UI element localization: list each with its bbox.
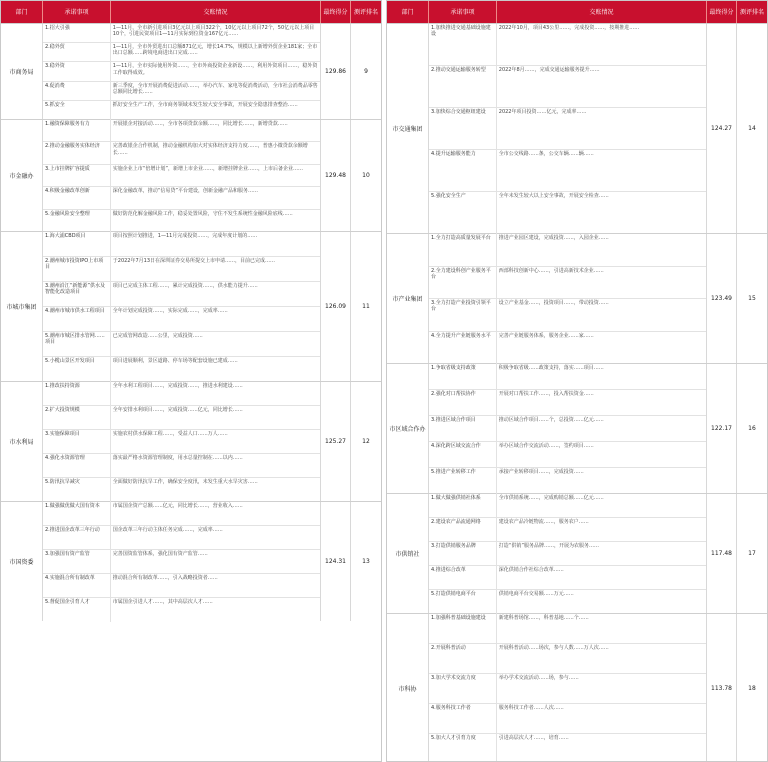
dept-group xyxy=(1,23,381,119)
dept-name: 市区域合作办 xyxy=(387,364,429,493)
status-text: 推进产业园区建设，完成投资……，入园企业…… xyxy=(498,235,609,241)
table-body xyxy=(387,23,767,762)
dept-group xyxy=(387,23,767,233)
header-dept: 部门 xyxy=(387,1,429,23)
commitment-item: 5.抓安全 xyxy=(43,101,111,120)
status-text: 2022年10月，项目43公里……，完成投资……，按期推进…… xyxy=(498,25,640,31)
table-row xyxy=(429,442,706,468)
final-score: 123.49 xyxy=(707,234,737,363)
table-row xyxy=(43,142,320,164)
final-score: 129.48 xyxy=(321,120,351,231)
table-row xyxy=(429,234,706,267)
status-text: 完善国资监管体系，强化国有资产监管…… xyxy=(112,551,208,557)
status-text: 1—11月，全市新引进项目3亿元以上项目322个，10亿元以上项目72个，50亿元以上项目10个，引进民资项目1—11月实际到位资金167亿元…… xyxy=(112,25,315,38)
table-row xyxy=(43,502,320,526)
table-row xyxy=(43,454,320,478)
status-text: 完善政银企合作机制，推动金融机构加大对实体经济支持力度……，普惠小微贷款余额增长…… xyxy=(112,143,308,156)
commitment-item: 3.实施保障项目 xyxy=(43,430,111,453)
commitment-item: 2.推动金融服务实体经济 xyxy=(43,142,111,163)
commitment-item: 5.推进产业转移工作 xyxy=(429,468,497,494)
header-rank: 测评排名 xyxy=(353,8,378,16)
table-row xyxy=(429,192,706,234)
final-score: 126.09 xyxy=(321,232,351,381)
header-rank: 测评排名 xyxy=(739,8,764,16)
table-row xyxy=(43,406,320,430)
table-row xyxy=(429,108,706,150)
commitment-item: 5.打造供销电商平台 xyxy=(429,590,497,614)
item-rows xyxy=(429,234,707,363)
table-header xyxy=(1,1,381,23)
commitment-item: 1.做强做优做大国有资本 xyxy=(43,502,111,525)
dept-group xyxy=(387,493,767,613)
commitment-item: 4.提升运输服务能力 xyxy=(429,150,497,191)
table-row xyxy=(43,43,320,62)
final-score: 129.86 xyxy=(321,24,351,119)
status-text: 深化金融改革，推动“信易贷”平台建设，创新金融产品和服务…… xyxy=(112,188,258,195)
final-score: 125.27 xyxy=(321,382,351,501)
status-text: 落实最严格水资源管理制度，用水总量控制在……以内…… xyxy=(112,455,243,461)
status-text: 新三季度，全市开展消费促进活动……，举办汽车、家电等促消费活动，全市社会消费品零售总额同比增长…… xyxy=(112,82,318,95)
commitment-item: 2.推动交通运输服务转型 xyxy=(429,66,497,107)
table-row xyxy=(429,566,706,590)
table-row xyxy=(43,232,320,257)
commitment-item: 1.加快推进交通基础设施建设 xyxy=(429,24,497,65)
header-score: 最终得分 xyxy=(707,1,737,23)
commitment-item: 2.稳外贸 xyxy=(43,43,111,61)
commitment-item: 2.潮州城市投资IPO上市项目 xyxy=(43,257,111,281)
commitment-item: 3.推进区域合作项目 xyxy=(429,416,497,441)
table-row xyxy=(429,24,706,66)
commitment-item: 1.海大浦CBD项目 xyxy=(43,232,111,256)
commitment-item: 5.督促国企引育人才 xyxy=(43,598,111,622)
table-row xyxy=(429,150,706,192)
table-row xyxy=(43,382,320,406)
commitment-item: 5.潮州市城区排水管网……项目 xyxy=(43,332,111,356)
dept-group xyxy=(1,231,381,381)
commitment-item: 4.推进综合改革 xyxy=(429,566,497,589)
item-rows xyxy=(43,232,321,381)
commitment-item: 5.加大人才引育力度 xyxy=(429,734,497,762)
commitment-item: 4.积极金融改革创新 xyxy=(43,187,111,208)
header-status: 交账情况 xyxy=(111,1,321,23)
table-row xyxy=(43,62,320,81)
dept-group xyxy=(387,363,767,493)
table-row xyxy=(429,494,706,518)
table-row xyxy=(429,332,706,365)
status-text: 全年未发生较大以上安全事故，开展安全检查…… xyxy=(498,193,609,199)
item-rows xyxy=(429,494,707,613)
final-score: 117.48 xyxy=(707,494,737,613)
table-row xyxy=(43,101,320,120)
status-text: 实施企业上市“倍增计划”，新增上市企业……，新增挂牌企业……，上市后备企业…… xyxy=(112,165,303,172)
status-text: 2022年项目投资……亿元，完成率…… xyxy=(498,109,587,115)
table-row xyxy=(429,518,706,542)
status-text: 开展对口帮扶工作……，投入帮扶资金…… xyxy=(498,391,594,397)
table-row xyxy=(429,267,706,300)
status-text: 全年水利工程项目……，完成投资……，推进水利建设…… xyxy=(112,383,243,389)
status-text: 项目已完成主体工程……，累计完成投资……，供水能力提升…… xyxy=(112,283,258,289)
table-row xyxy=(429,614,706,644)
status-text: 引进高层次人才……，培育…… xyxy=(498,735,569,741)
status-text: 推动区域合作项目……个，总投资……亿元…… xyxy=(498,417,604,423)
commitment-item: 4.促消费 xyxy=(43,82,111,100)
commitment-item: 3.稳外资 xyxy=(43,62,111,80)
table-row xyxy=(43,187,320,209)
commitment-item: 5.小榄山景区开发项目 xyxy=(43,357,111,382)
table-row xyxy=(43,550,320,574)
right-table xyxy=(386,0,768,762)
commitment-item: 3.全力打造产业投资引领平台 xyxy=(429,299,497,331)
table-row xyxy=(43,307,320,332)
status-text: 国企改革三年行动主体任务完成……，完成率…… xyxy=(112,527,223,533)
status-text: 全面做好防汛抗旱工作，确保安全度汛，未发生重大水旱灾害…… xyxy=(112,479,258,485)
commitment-item: 1.全力打造高质量发展平台 xyxy=(429,234,497,266)
status-text: 开展科普活动……场次，参与人数……万人次…… xyxy=(498,645,609,651)
status-text: 实施农村供水保障工程……，受益人口……万人…… xyxy=(112,431,228,437)
commitment-item: 3.加强国有资产监管 xyxy=(43,550,111,573)
commitment-item: 2.扩大投资规模 xyxy=(43,406,111,429)
item-rows xyxy=(429,614,707,762)
status-text: 已完成管网改造……公里，完成投资…… xyxy=(112,333,203,339)
commitment-item: 4.服务科技工作者 xyxy=(429,704,497,733)
header-dept: 部门 xyxy=(1,1,43,23)
status-text: 全年安排水利项目……，完成投资……亿元，同比增长…… xyxy=(112,407,243,413)
table-row xyxy=(43,598,320,622)
header-item: 承诺事项 xyxy=(43,1,111,23)
dept-name: 市国资委 xyxy=(1,502,43,621)
table-row xyxy=(43,357,320,382)
status-text: 西部科技创新中心……，引进高新技术企业…… xyxy=(498,267,604,274)
dept-group xyxy=(1,119,381,231)
dept-name: 市科协 xyxy=(387,614,429,762)
status-text: 全市供销系统……，完成购销总额……亿元…… xyxy=(498,495,604,501)
dept-group xyxy=(1,381,381,501)
table-row xyxy=(43,210,320,232)
status-text: 服务科技工作者……人次…… xyxy=(498,705,564,711)
status-text: 1—11月，全市外贸进出口总额871亿元，增长14.7%，规模以上新增外贸企业181家；全市出口总额……跨境电商进出口完成…… xyxy=(112,44,318,57)
commitment-item: 4.实施混合所有制改革 xyxy=(43,574,111,597)
status-text: 建设农产品冷链物流……，服务农户…… xyxy=(498,519,589,525)
commitment-item: 3.打造供销服务品牌 xyxy=(429,542,497,565)
status-text: 2022年8月……，完成交通运输服务提升…… xyxy=(498,67,600,73)
commitment-item: 3.潮州沿江“新能源”供水及智能化改造项目 xyxy=(43,282,111,306)
rank: 14 xyxy=(748,125,756,132)
commitment-item: 1.加强科普基础设施建设 xyxy=(429,614,497,643)
rank: 15 xyxy=(748,295,756,302)
table-row xyxy=(429,644,706,674)
dept-name: 市供销社 xyxy=(387,494,429,613)
dept-name: 市产业集团 xyxy=(387,234,429,363)
dept-name: 市商务局 xyxy=(1,24,43,119)
commitment-item: 5.防汛抗旱减灾 xyxy=(43,478,111,502)
table-row xyxy=(429,590,706,614)
table-row xyxy=(429,66,706,108)
item-rows xyxy=(43,24,321,119)
rank: 13 xyxy=(362,558,370,565)
dept-name: 市金融办 xyxy=(1,120,43,231)
table-row xyxy=(43,478,320,502)
table-row xyxy=(429,674,706,704)
item-rows xyxy=(429,24,707,233)
dept-name: 市城市集团 xyxy=(1,232,43,381)
commitment-item: 2.推进国企改革三年行动 xyxy=(43,526,111,549)
rank: 11 xyxy=(362,303,370,310)
dept-group xyxy=(387,233,767,363)
status-text: 做好防范化解金融风险工作，稳妥处置风险，守住不发生系统性金融风险底线…… xyxy=(112,210,293,217)
table-row xyxy=(429,390,706,416)
final-score: 113.78 xyxy=(707,614,737,762)
status-text: 完善产业链服务体系，服务企业……家…… xyxy=(498,332,594,339)
commitment-item: 2.全力建设科创产业服务平台 xyxy=(429,267,497,299)
status-text: 积极争取省级……政策支持，落实……项目…… xyxy=(498,365,604,371)
status-text: 打造“供销”服务品牌……，开展为农服务…… xyxy=(498,543,599,549)
item-rows xyxy=(43,120,321,231)
commitment-item: 4.潮州市城市供水工程项目 xyxy=(43,307,111,331)
rank: 18 xyxy=(748,685,756,692)
header-status: 交账情况 xyxy=(497,1,707,23)
status-text: 抓好安全生产工作，全市商务领域未发生较大安全事故，开展安全隐患排查整治…… xyxy=(112,101,298,108)
status-text: 全市公交线路……条，公交车辆……辆…… xyxy=(498,151,594,157)
commitment-item: 1.融资保障服务有力 xyxy=(43,120,111,141)
table-row xyxy=(43,120,320,142)
commitment-item: 3.加大学术交流力度 xyxy=(429,674,497,703)
table-row xyxy=(43,332,320,357)
status-text: 项目按照计划推进，1—11月完成投资……，完成年度计划的…… xyxy=(112,233,258,239)
rank: 12 xyxy=(362,438,370,445)
final-score: 124.31 xyxy=(321,502,351,621)
status-text: 深化供销合作社综合改革…… xyxy=(498,567,564,573)
commitment-item: 2.开展科普活动 xyxy=(429,644,497,673)
table-row xyxy=(43,24,320,43)
dept-name: 市交通集团 xyxy=(387,24,429,233)
header-score: 最终得分 xyxy=(321,1,351,23)
commitment-item: 1.争取省级支持政策 xyxy=(429,364,497,389)
rank: 9 xyxy=(364,68,368,75)
status-text: 承接产业转移项目……，完成投资…… xyxy=(498,469,584,475)
rank: 17 xyxy=(748,550,756,557)
table-body xyxy=(1,23,381,621)
left-table xyxy=(0,0,382,762)
commitment-item: 5.强化安全生产 xyxy=(429,192,497,234)
status-text: 市属国企资产总额……亿元，同比增长……，营业收入…… xyxy=(112,503,243,509)
rank: 16 xyxy=(748,425,756,432)
commitment-item: 4.全力提升产业链服务水平 xyxy=(429,332,497,365)
commitment-item: 5.金融风险安全整理 xyxy=(43,210,111,232)
commitment-item: 4.深化跨区域交流合作 xyxy=(429,442,497,467)
status-text: 开展银企对接活动……，全市各项贷款余额……，同比增长……，新增贷款…… xyxy=(112,121,288,127)
status-text: 新建科普场馆……，科普基地……个…… xyxy=(498,615,589,621)
final-score: 122.17 xyxy=(707,364,737,493)
table-header xyxy=(387,1,767,23)
table-row xyxy=(429,416,706,442)
table-row xyxy=(429,734,706,762)
item-rows xyxy=(429,364,707,493)
commitment-item: 3.上市挂牌扩容提质 xyxy=(43,165,111,186)
header-item: 承诺事项 xyxy=(429,1,497,23)
status-text: 设立产业基金……，投资项目……，带动投资…… xyxy=(498,300,609,306)
item-rows xyxy=(43,382,321,501)
rank: 10 xyxy=(362,172,370,179)
commitment-item: 1.推改扶持资源 xyxy=(43,382,111,405)
table-row xyxy=(429,299,706,332)
status-text: 1—11月，全市实际使用外资……，全市外商投资企业新设……，利用外资项目……，稳外资工作取得成效。 xyxy=(112,63,318,76)
status-text: 项目进展顺利，景区道路、停车场等配套设施已建成…… xyxy=(112,358,238,364)
status-text: 推动混合所有制改革……，引入战略投资者…… xyxy=(112,575,218,581)
commitment-item: 4.强化水资源管理 xyxy=(43,454,111,477)
status-text: 全年计划完成投资……，实际完成……，完成率…… xyxy=(112,308,228,314)
commitment-item: 2.建设农产品流通网络 xyxy=(429,518,497,541)
commitment-item: 2.强化对口帮扶协作 xyxy=(429,390,497,415)
table-row xyxy=(43,430,320,454)
table-row xyxy=(429,704,706,734)
status-text: 举办学术交流活动……场，参与…… xyxy=(498,675,579,681)
table-row xyxy=(43,257,320,282)
table-row xyxy=(429,468,706,494)
table-row xyxy=(429,542,706,566)
status-text: 市属国企引进人才……，其中高层次人才…… xyxy=(112,599,213,605)
table-row xyxy=(43,165,320,187)
dept-name: 市水利局 xyxy=(1,382,43,501)
table-row xyxy=(43,526,320,550)
commitment-item: 1.招大引强 xyxy=(43,24,111,42)
status-text: 供销电商平台交易额……万元…… xyxy=(498,591,574,597)
dept-group xyxy=(1,501,381,621)
commitment-item: 3.加快综合交通枢纽建设 xyxy=(429,108,497,149)
table-row xyxy=(43,282,320,307)
final-score: 124.27 xyxy=(707,24,737,233)
status-text: 于2022年7月13日在深圳证券交易所提交上市申请……，目前已完成…… xyxy=(112,258,276,264)
commitment-item: 1.做大做强供销社体系 xyxy=(429,494,497,517)
table-row xyxy=(43,82,320,101)
table-row xyxy=(43,574,320,598)
item-rows xyxy=(43,502,321,621)
status-text: 举办区域合作交流活动……，签约项目…… xyxy=(498,443,594,449)
dept-group xyxy=(387,613,767,762)
table-row xyxy=(429,364,706,390)
